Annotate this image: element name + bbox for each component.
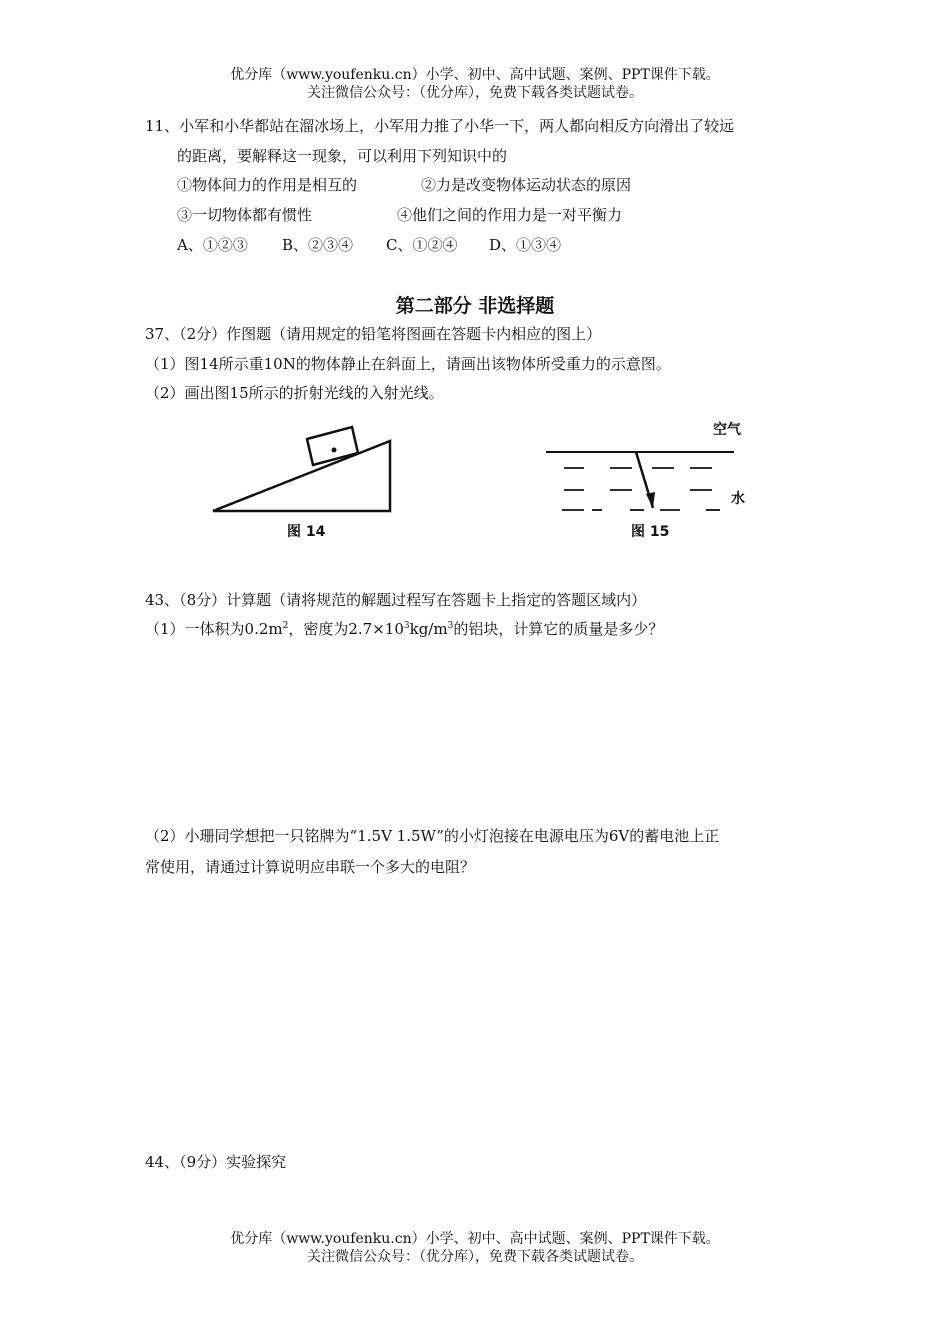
- q11-choice-c: C、①②④: [386, 236, 458, 254]
- block-center-dot: [332, 448, 337, 453]
- q43-part-2-line-2: 常使用，请通过计算说明应串联一个多大的电阻？: [145, 858, 476, 876]
- q11-choice-d: D、①③④: [489, 236, 562, 254]
- incline-triangle: [213, 441, 390, 511]
- block-on-incline: [307, 427, 358, 465]
- q43-part-1: [145, 619, 663, 639]
- footer-line-1: 优分库（www.youfenku.cn）小学、初中、高中试题、案例、PPT课件下载。: [230, 1231, 720, 1247]
- q43-p1-sup-2: 3: [403, 621, 410, 631]
- figure-14-label: 图 14: [287, 524, 326, 540]
- figure-15-label: 图 15: [631, 524, 670, 540]
- water-label: 水: [731, 491, 745, 507]
- q11-option-1: ①物体间力的作用是相互的: [177, 176, 358, 194]
- q43-p1-text-b: ，密度为2.7×10: [288, 620, 404, 638]
- footer-line-2: 关注微信公众号：（优分库），免费下载各类试题试卷。: [307, 1249, 643, 1265]
- section-title: 第二部分 非选择题: [395, 295, 555, 317]
- q37-stem: 37、（2分）作图题（请用规定的铅笔将图画在答题卡内相应的图上）: [145, 325, 602, 343]
- q11-stem-line-1: 11、小军和小华都站在溜冰场上，小军用力推了小华一下，两人都向相反方向滑出了较远: [145, 117, 735, 135]
- question-44: 44、（9分）实验探究: [145, 1153, 287, 1171]
- q37-part-2: （2）画出图15所示的折射光线的入射光线。: [145, 384, 444, 402]
- q43-p1-text-d: 的铝块，计算它的质量是多少？: [453, 620, 664, 638]
- refracted-ray-arrowhead: [646, 492, 655, 508]
- q43-stem: 43、（8分）计算题（请将规范的解题过程写在答题卡上指定的答题区域内）: [145, 591, 647, 609]
- q11-option-4: ④他们之间的作用力是一对平衡力: [397, 206, 623, 224]
- q43-p1-text-a: （1）一体积为0.2m: [145, 620, 283, 638]
- q11-option-2: ②力是改变物体运动状态的原因: [421, 176, 632, 194]
- q43-p1-text-c: kg/m: [409, 620, 448, 638]
- q43-p1-sup-3: 3: [447, 621, 454, 631]
- q11-choice-b: B、②③④: [282, 236, 354, 254]
- header-line-1: 优分库（www.youfenku.cn）小学、初中、高中试题、案例、PPT课件下载。: [230, 67, 720, 83]
- q43-part-2-line-1: （2）小珊同学想把一只铭牌为“1.5V 1.5W”的小灯泡接在电源电压为6V的蓄电池上正: [145, 827, 720, 845]
- header-line-2: 关注微信公众号：（优分库），免费下载各类试题试卷。: [307, 85, 643, 101]
- q11-option-3: ③一切物体都有惯性: [177, 206, 313, 224]
- air-label: 空气: [713, 422, 741, 438]
- q11-choice-a: A、①②③: [177, 236, 248, 254]
- water-dashes: [562, 468, 720, 510]
- q37-part-1: （1）图14所示重10N的物体静止在斜面上，请画出该物体所受重力的示意图。: [145, 355, 671, 373]
- q43-p1-sup-1: 2: [282, 621, 289, 631]
- q11-stem-line-2: 的距离，要解释这一现象，可以利用下列知识中的: [177, 147, 508, 165]
